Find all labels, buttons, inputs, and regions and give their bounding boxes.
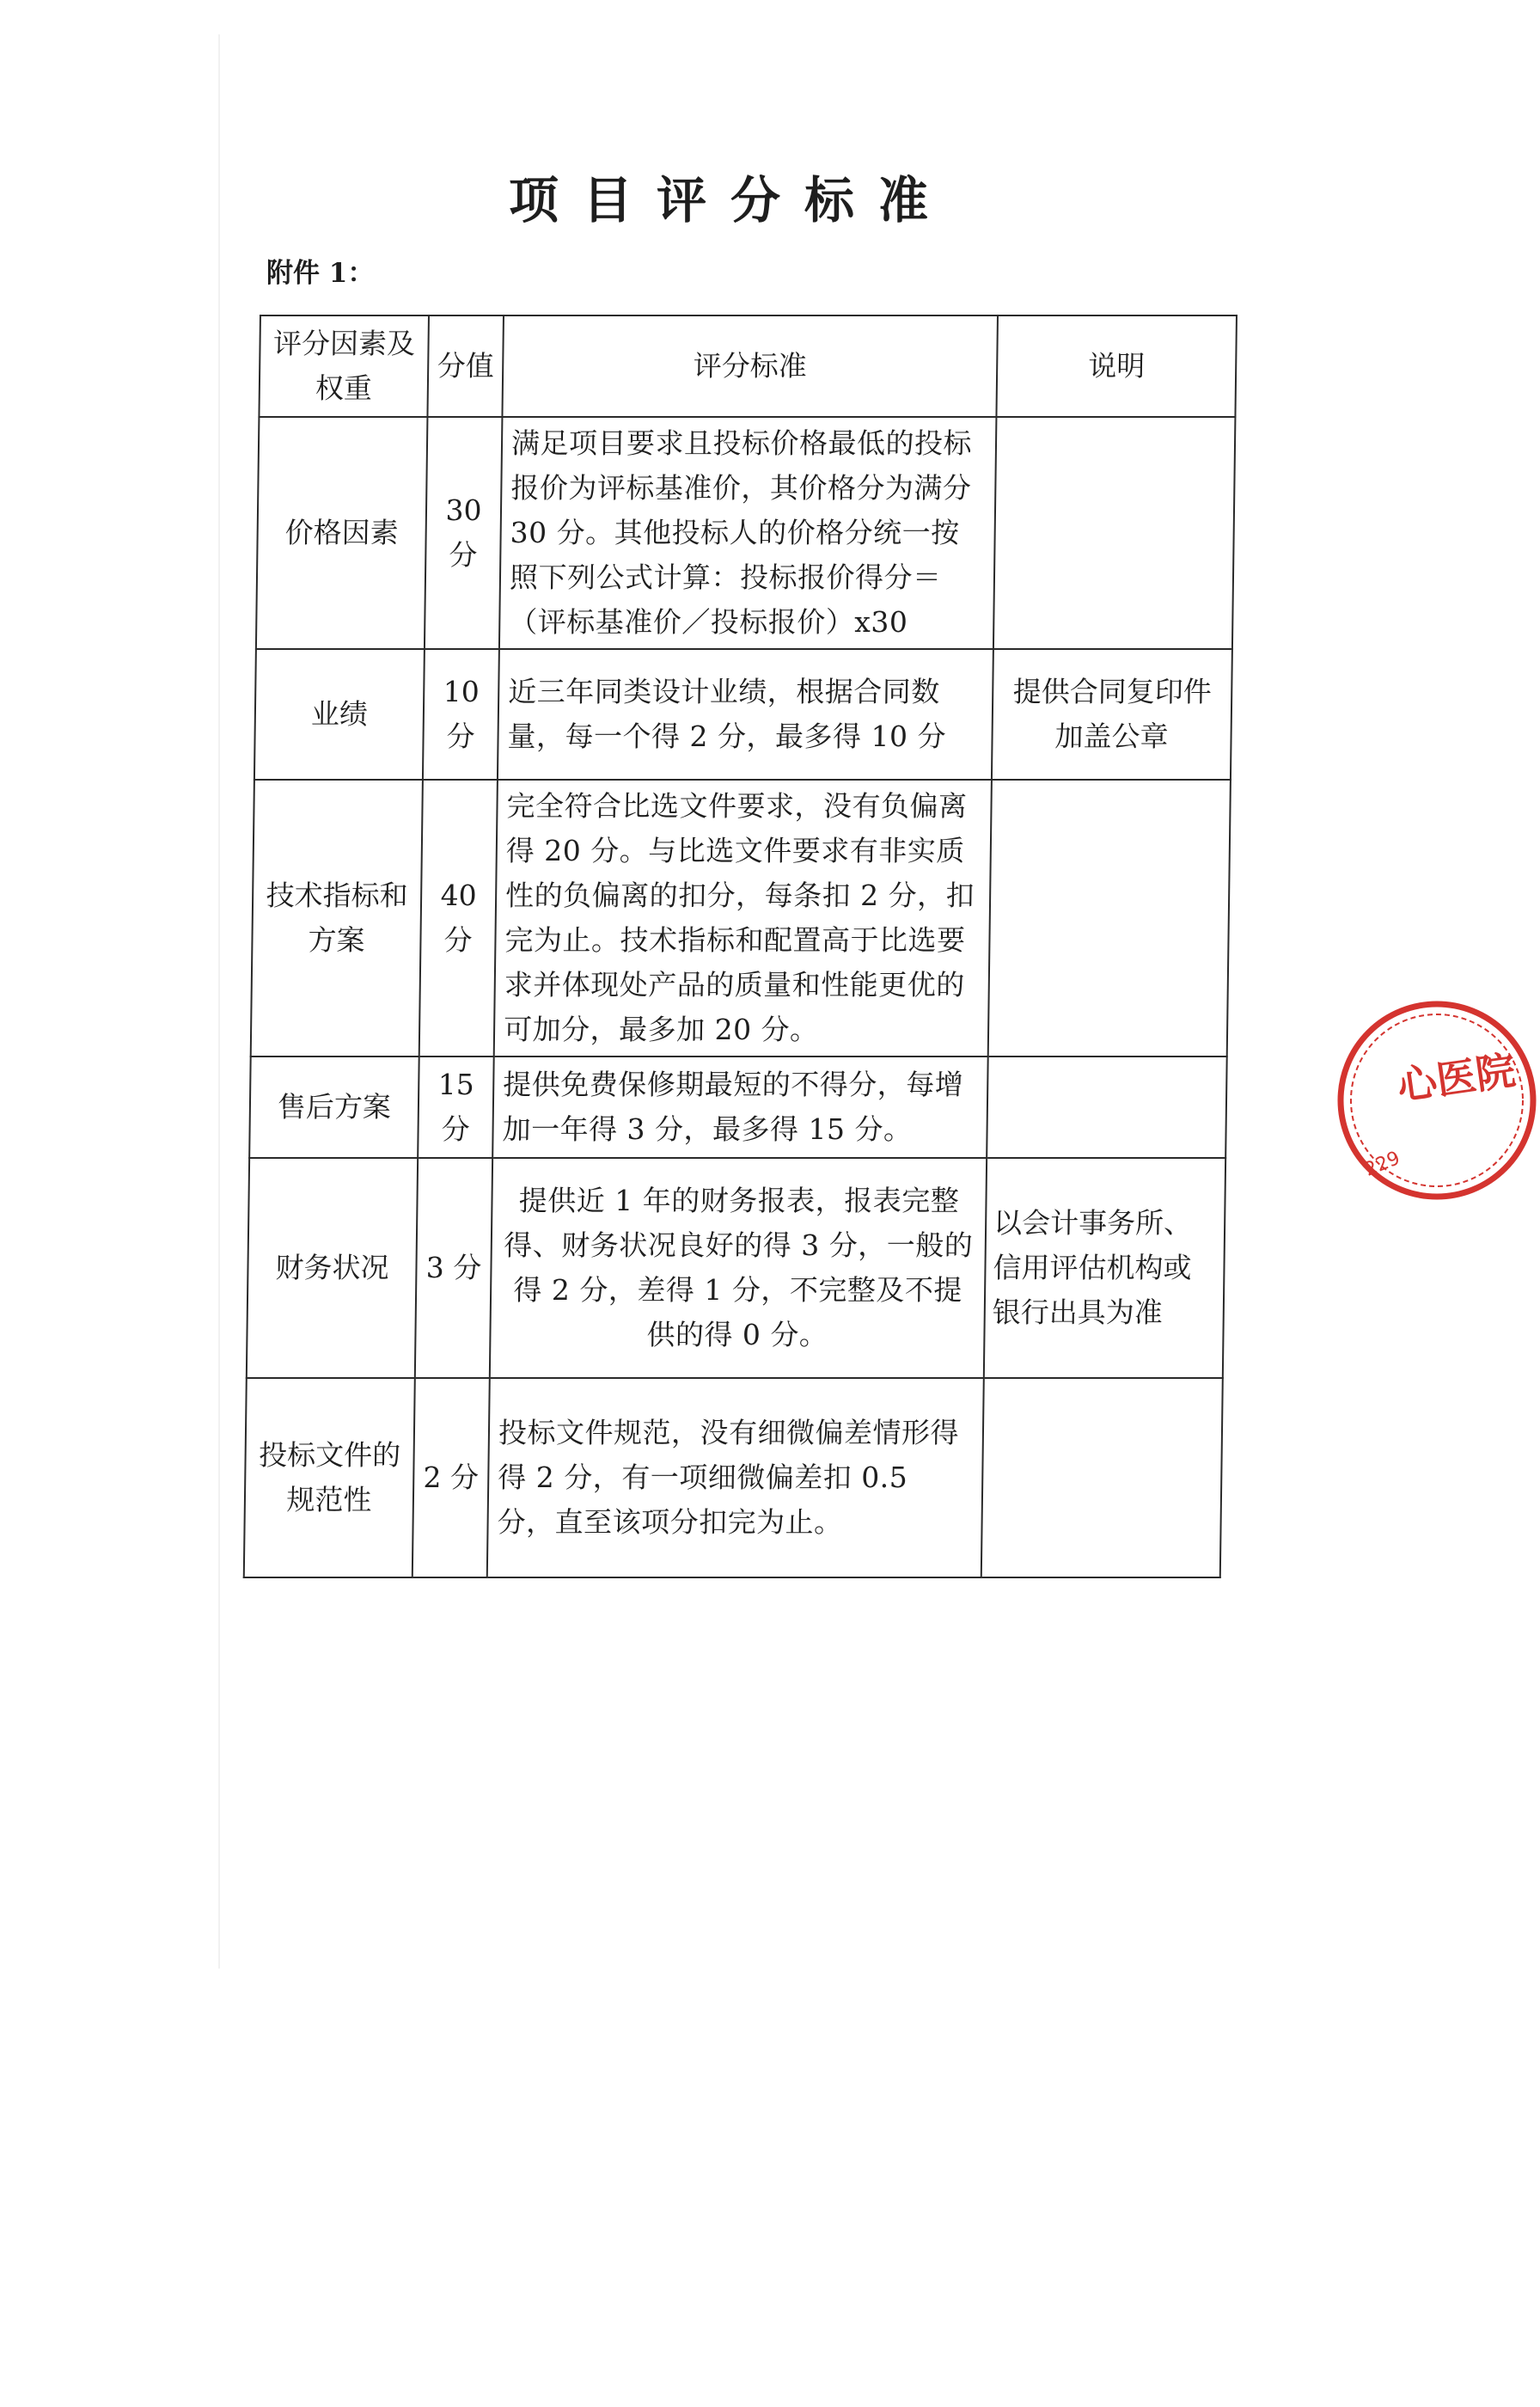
scan-edge-line: [218, 34, 220, 1969]
table-header-row: [259, 315, 1237, 417]
row-note: [988, 780, 1231, 1057]
scoring-table: [243, 315, 1238, 1578]
row-note: [981, 1378, 1223, 1577]
table-row: [256, 417, 1236, 649]
row-standard: 投标文件规范，没有细微偏差情形得得 2 分，有一项细微偏差扣 0.5 分，直至该项分扣完为止。: [487, 1378, 984, 1577]
row-factor: 业绩: [254, 649, 425, 780]
attachment-label: 附件 1：: [266, 258, 375, 289]
table-row: [249, 1057, 1227, 1158]
header-score: 分值: [427, 315, 504, 417]
row-standard: 提供近 1 年的财务报表，报表完整得、财务状况良好的得 3 分，一般的得 2 分，差得 1 分，不完整及不提供的得 0 分。: [490, 1158, 987, 1378]
table-row: [251, 780, 1231, 1057]
row-factor: 价格因素: [256, 417, 428, 649]
row-score: 40 分: [419, 780, 498, 1057]
row-score: 3 分: [415, 1158, 492, 1378]
row-note: 提供合同复印件加盖公章: [992, 649, 1232, 780]
seal-text: 心医院: [1394, 1046, 1519, 1110]
row-standard: 提供免费保修期最短的不得分，每增加一年得 3 分，最多得 15 分。: [492, 1057, 988, 1158]
header-factor: 评分因素及权重: [259, 315, 429, 417]
row-note: [987, 1057, 1227, 1158]
row-score: 2 分: [412, 1378, 490, 1577]
row-factor: 投标文件的规范性: [244, 1378, 415, 1577]
page-title: 项目评分标准: [508, 171, 952, 230]
official-seal-stamp: [1334, 997, 1540, 1204]
row-note: [993, 417, 1236, 649]
seal-number: 229: [1361, 1147, 1403, 1181]
table-row: [244, 1378, 1223, 1577]
row-score: 30 分: [425, 417, 503, 649]
table-row: [254, 649, 1232, 780]
row-standard: 完全符合比选文件要求，没有负偏离得 20 分。与比选文件要求有非实质性的负偏离的扣分，每条扣 2 分，扣完为止。技术指标和配置高于比选要求并体现处产品的质量和性能更优的可加分，最多加 20 分。: [494, 780, 992, 1057]
row-standard: 满足项目要求且投标价格最低的投标报价为评标基准价，其价格分为满分 30 分。其他投标人的价格分统一按照下列公式计算：投标报价得分＝（评标基准价／投标报价）x30: [499, 417, 997, 649]
row-note: 以会计事务所、信用评估机构或银行出具为准: [984, 1158, 1225, 1378]
table-row: [247, 1158, 1225, 1378]
row-factor: 财务状况: [247, 1158, 418, 1378]
row-score: 10 分: [423, 649, 499, 780]
header-standard: 评分标准: [502, 315, 998, 417]
row-factor: 技术指标和方案: [251, 780, 423, 1057]
header-note: 说明: [996, 315, 1237, 417]
row-score: 15 分: [418, 1057, 494, 1158]
row-factor: 售后方案: [249, 1057, 419, 1158]
row-standard: 近三年同类设计业绩，根据合同数量，每一个得 2 分，最多得 10 分: [498, 649, 993, 780]
